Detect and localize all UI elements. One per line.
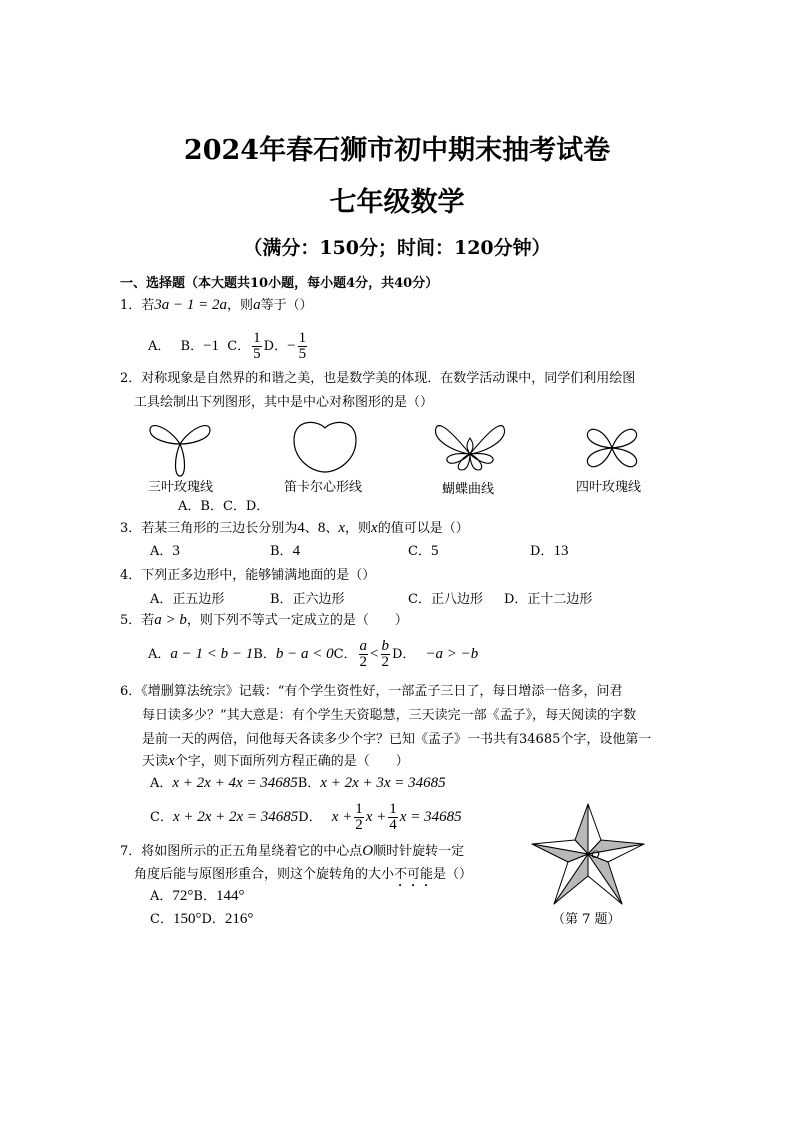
question-1: [120, 297, 313, 314]
q5-c-frac-left: [359, 639, 369, 670]
q4-text: 下列正多边形中，能够铺满地面的是（）: [141, 568, 376, 583]
q3-a-value: 3: [172, 543, 180, 559]
q7-options-cd: [150, 911, 253, 928]
q3-b-value: 4: [292, 543, 301, 559]
q7-number: 7．: [120, 844, 142, 859]
cardioid-figure: [290, 418, 360, 474]
q5-c-a: a: [359, 638, 368, 654]
q6-text-1: 《增删算法统宗》记载：“有个学生资性好，一部孟子三日了，每日增添一倍多，问君: [141, 684, 623, 699]
q5-option-c: C．: [333, 647, 357, 662]
question-3: [120, 520, 469, 537]
q6-text-4-post: 个字，则下面所列方程正确的是（ ）: [174, 754, 409, 769]
q5-a-expr: a − 1 < b − 1: [170, 646, 254, 662]
page-subtitle: 七年级数学: [329, 187, 465, 218]
q3-c-value: 5: [430, 543, 439, 559]
q5-options: [148, 639, 478, 670]
q7-emphasis: 不可能: [394, 867, 434, 882]
q6-options-ab: [150, 775, 446, 792]
q2-text-1: 对称现象是自然界的和谐之美，也是数学美的体现．在数学活动课中，同学们利用绘图: [141, 371, 636, 386]
q7-option-b: B．: [193, 889, 216, 904]
q1-option-d-fraction: [298, 331, 308, 362]
q7-option-a: A．: [150, 889, 173, 904]
q6-d-x: x +: [331, 809, 353, 825]
q3-pre: 若某三角形的三边长分别为: [141, 521, 298, 536]
q1-option-b: B．: [180, 339, 204, 354]
q4-number: 4．: [120, 568, 142, 583]
q3-side-2: 8: [317, 520, 326, 536]
four-leaf-rose-figure: [580, 418, 644, 478]
q3-b-key: B．: [270, 544, 293, 559]
q6-options-cd: [150, 802, 462, 833]
q6-option-d: D．: [298, 810, 322, 825]
q7-c-value: 150°: [172, 911, 202, 927]
q5-c-two-left: 2: [359, 654, 368, 670]
q7-text-2-pre: 角度后能与原图形重合，则这个旋转角的大小: [134, 867, 395, 882]
q7-text-2-post: 是（）: [433, 867, 473, 882]
q7-text-1-post: 顺时针旋转一定: [373, 844, 465, 859]
figure-label-three-leaf: 三叶玫瑰线: [148, 480, 214, 495]
figure-label-cardioid: 笛卡尔心形线: [284, 480, 363, 495]
q4-option-a: A．正五边形: [150, 592, 225, 607]
question-4: [120, 567, 375, 584]
q1-option-b-value: −1: [203, 338, 220, 354]
q4-option-d: D．正十二边形: [504, 592, 593, 607]
q4-option-c: C．正八边形: [408, 592, 483, 607]
q6-text-4: [142, 753, 409, 770]
q7-b-value: 144°: [215, 888, 245, 904]
figure-label-four-leaf: 四叶玫瑰线: [576, 480, 642, 495]
figure-label-butterfly: 蝴蝶曲线: [442, 482, 495, 497]
q5-option-d: D．: [392, 647, 416, 662]
q5-c-two-right: 2: [381, 654, 389, 670]
q5-pre: 若: [141, 613, 155, 628]
q1-number: 1．: [120, 298, 142, 313]
q3-option-b: [270, 543, 300, 560]
q6-option-b: B．: [297, 776, 321, 791]
q6-c-expr: x + 2x + 2x = 34685: [172, 809, 299, 825]
q1-d-numerator: 1: [298, 330, 307, 346]
q1-c-denominator: 5: [253, 346, 261, 362]
q7-text-1-pre: 将如图所示的正五角星绕着它的中心点: [141, 844, 363, 859]
q1-equation: 3a − 1 = 2a: [154, 297, 228, 313]
q5-option-a: A．: [148, 647, 171, 662]
q3-side-1: 4: [297, 520, 305, 536]
q6-a-expr: x + 2x + 4x = 34685: [172, 775, 298, 791]
star-center-label: O: [591, 847, 600, 861]
q2-options: A．B．C．D．: [178, 499, 270, 514]
q1-pre: 若: [141, 298, 155, 313]
q7-option-d: D．: [201, 912, 225, 927]
q6-option-a: A．: [150, 776, 173, 791]
q5-option-b: B．: [253, 647, 276, 662]
question-5: [120, 612, 408, 629]
q7-a-value: 72°: [172, 888, 194, 904]
exam-meta: （满分：150分；时间：120分钟）: [243, 237, 551, 259]
q5-number: 5．: [120, 613, 142, 628]
q6-d-quarter: [388, 802, 398, 833]
q5-post: ，则下列不等式一定成立的是（ ）: [186, 613, 408, 628]
q7-option-c: C．: [150, 912, 173, 927]
q3-a-key: A．: [150, 544, 173, 559]
q1-c-numerator: 1: [253, 330, 261, 346]
q3-sep-2: 、: [325, 521, 339, 536]
q4-option-b: B．正六边形: [270, 592, 345, 607]
three-leaf-rose-figure: [140, 418, 220, 480]
q1-option-c-fraction: [252, 331, 262, 362]
q6-d-half: [354, 802, 364, 833]
q3-option-a: [150, 543, 180, 560]
q3-number: 3．: [120, 521, 142, 536]
q3-post: 的值可以是（）: [377, 521, 469, 536]
q6-number: 6．: [120, 684, 142, 699]
five-point-star-figure: [528, 800, 648, 908]
q6-d-half-num: 1: [355, 801, 363, 817]
q1-option-a: A．: [148, 339, 171, 354]
q6-d-half-den: 2: [355, 817, 363, 833]
q1-post: 等于（）: [260, 298, 313, 313]
q1-option-c: C．: [227, 339, 251, 354]
q7-text-2: [134, 866, 472, 890]
q3-c-key: C．: [408, 544, 431, 559]
q3-option-c: [408, 543, 438, 560]
q5-condition: a > b: [154, 612, 187, 628]
figure-caption-q7: （第 7 题）: [552, 912, 621, 927]
q6-d-mid: x +: [365, 809, 387, 825]
q1-mid: ，则: [227, 298, 254, 313]
q6-text-3: 是前一天的两倍，问他每天各读多少个字？已知《孟子》一书共有34685个字，设他第一: [142, 732, 652, 747]
q3-x: x: [338, 520, 345, 536]
q3-d-value: 13: [553, 543, 569, 559]
q6-text-4-pre: 天读: [142, 754, 169, 769]
q6-d-quarter-den: 4: [389, 817, 397, 833]
q5-b-expr: b − a < 0: [275, 646, 334, 662]
q2-number: 2．: [120, 371, 142, 386]
q6-d-end: x = 34685: [399, 809, 462, 825]
q6-d-quarter-num: 1: [389, 801, 397, 817]
q5-d-expr: −a > −b: [425, 646, 479, 662]
section-heading: 一、选择题（本大题共10小题，每小题4分，共40分）: [120, 276, 439, 291]
q6-x: x: [168, 753, 175, 769]
q7-options-ab: [150, 888, 244, 905]
question-7-line1: [120, 843, 464, 860]
butterfly-curve-figure: [430, 418, 510, 476]
question-2-line1: [120, 370, 635, 387]
q3-d-key: D．: [530, 544, 554, 559]
q1-option-d: D．: [263, 339, 288, 354]
q3-x2: x: [371, 520, 378, 536]
q1-var: a: [253, 297, 261, 313]
q6-b-expr: x + 2x + 3x = 34685: [320, 775, 446, 791]
q1-options: [148, 331, 309, 362]
q3-mid: ，则: [345, 521, 372, 536]
q1-d-denominator: 5: [298, 346, 307, 362]
q1-d-negative: −: [287, 338, 296, 354]
q5-c-b: b: [381, 638, 389, 654]
q3-sep-1: 、: [304, 521, 318, 536]
q3-option-d: [530, 543, 568, 560]
question-6-line1: [120, 683, 622, 700]
q2-text-2: 工具绘制出下列图形，其中是中心对称图形的是（）: [134, 395, 434, 410]
q5-c-lt: <: [370, 646, 379, 662]
q7-d-value: 216°: [224, 911, 254, 927]
q5-c-frac-right: [381, 639, 391, 670]
q7-point-o: O: [362, 843, 374, 859]
q6-option-c: C．: [150, 810, 173, 825]
q6-text-2: 每日读多少？”其大意是：有个学生天资聪慧，三天读完一部《孟子》，每天阅读的字数: [142, 708, 637, 723]
page-title: 2024年春石狮市初中期末抽考试卷: [183, 135, 611, 166]
